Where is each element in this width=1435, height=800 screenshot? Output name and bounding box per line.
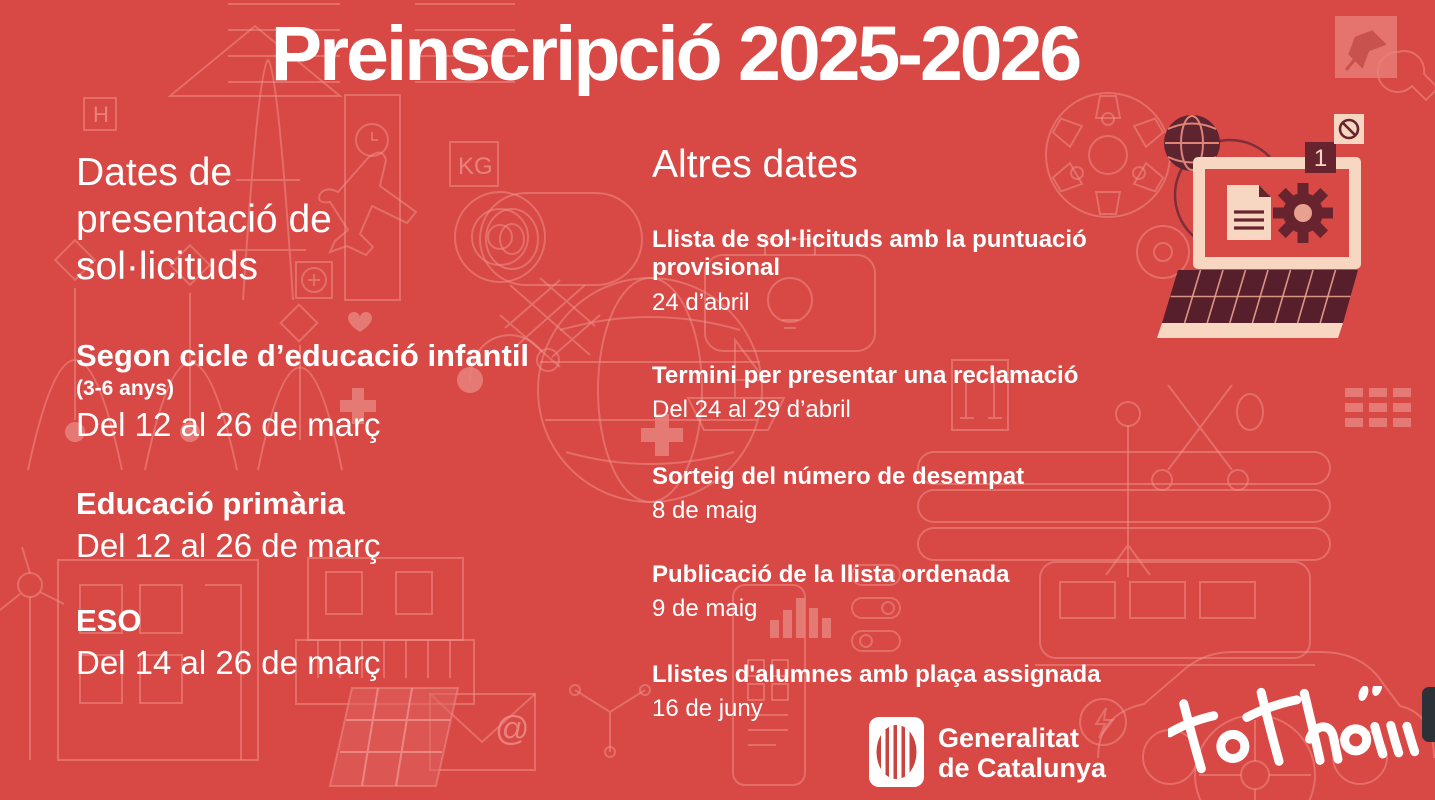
- other-date-value: Del 24 al 29 d’abril: [652, 396, 851, 424]
- other-date-item: [652, 362, 1172, 424]
- schedule-item-date: Del 12 al 26 de març: [76, 526, 381, 564]
- other-date-label: Llista de sol·licituds amb la puntuació provisional: [652, 226, 1087, 282]
- schedule-item-eso: [76, 603, 616, 682]
- other-date-item: [652, 661, 1172, 723]
- svg-text:1: 1: [1313, 145, 1328, 172]
- schedule-item-date: Del 12 al 26 de març: [76, 405, 381, 443]
- generalitat-logo: [868, 716, 1106, 788]
- schedule-item-primaria: [76, 486, 616, 565]
- right-column-heading: Altres dates: [652, 143, 858, 186]
- other-date-value: 9 de maig: [652, 595, 758, 623]
- generalitat-line1: Generalitat: [938, 723, 1080, 753]
- edge-scrollbar-thumb[interactable]: [1422, 687, 1435, 742]
- schedule-item-sublabel: (3-6 anys): [76, 376, 175, 400]
- number-badge: [1305, 142, 1336, 173]
- schedule-item-label: Segon cicle d’educació infantil: [76, 338, 530, 373]
- other-date-label: Termini per presentar una reclamació: [652, 362, 1079, 389]
- other-date-label: Llistes d'alumnes amb plaça assignada: [652, 661, 1101, 688]
- other-date-value: 24 d’abril: [652, 288, 750, 316]
- svg-text:@: @: [495, 710, 530, 748]
- other-date-label: Sorteig del número de desempat: [652, 463, 1025, 490]
- svg-text:KG: KG: [458, 153, 493, 180]
- tothom-logo: [1168, 686, 1426, 778]
- keyboard: [1157, 270, 1358, 338]
- other-date-value: 16 de juny: [652, 695, 763, 723]
- gear-icon: [1273, 183, 1333, 243]
- schedule-item-infantil: [76, 338, 616, 444]
- generalitat-logo-text: [938, 716, 1106, 783]
- other-date-item: [652, 561, 1172, 623]
- schedule-item-label: ESO: [76, 603, 142, 638]
- page-title: Preinscripció 2025-2026: [270, 11, 1080, 97]
- svg-text:H: H: [93, 102, 109, 127]
- left-column-heading: Dates de presentació de sol·licituds: [76, 151, 332, 288]
- senyera-shield-icon: [868, 716, 925, 788]
- generalitat-line2: de Catalunya: [938, 753, 1107, 784]
- blocked-icon: [1334, 114, 1364, 144]
- other-date-value: 8 de maig: [652, 497, 758, 525]
- schedule-item-label: Educació primària: [76, 486, 345, 521]
- other-date-item: [652, 226, 1172, 317]
- other-date-label: Publicació de la llista ordenada: [652, 561, 1010, 588]
- schedule-item-date: Del 14 al 26 de març: [76, 643, 381, 681]
- document-icon: [1227, 185, 1271, 240]
- laptop-illustration: [1145, 100, 1375, 350]
- other-date-item: [652, 463, 1172, 525]
